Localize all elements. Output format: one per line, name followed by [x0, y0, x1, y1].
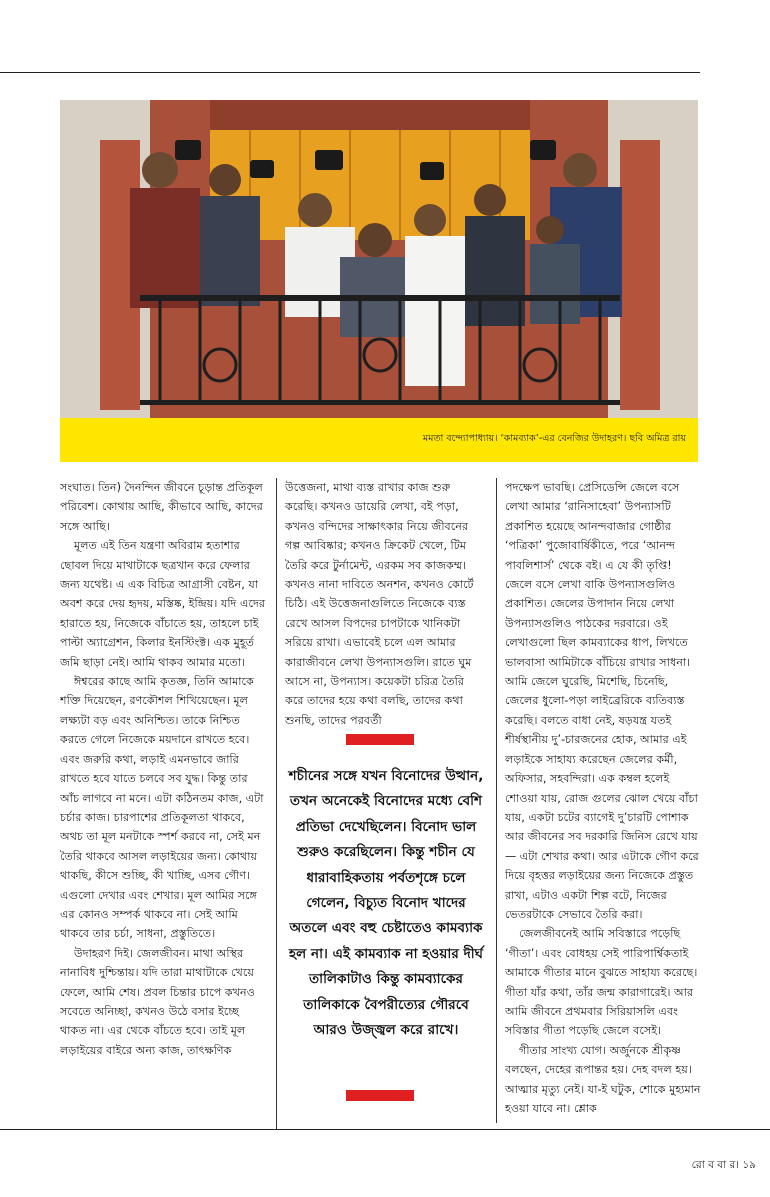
page-folio: রো ব বা র। ১৯ [691, 1159, 756, 1171]
article-column-2 [285, 478, 485, 744]
article-column-1 [60, 478, 268, 1123]
column-divider [496, 478, 497, 1123]
paragraph: জেলজীবনেই আমি সবিস্তারে পড়েছি ‘গীতা’। এবং বোধহয় সেই পারিপার্শ্বিকতাই আমাকে গীতার মানে বুঝতে সাহায্য করেছে। গীতা যাঁর কথা, তাঁর জন্ম কারাগারেই। আর আমি জীবনে প্রথমবার সিরিয়াসলি এবং সবিস্তার গীতা পড়েছি জেলে বসেই। [505, 927, 698, 1038]
bottom-rule [0, 1129, 770, 1130]
pull-quote-red-bar-bottom [346, 1090, 414, 1101]
pull-quote-text: শচীনের সঙ্গে যখন বিনোদের উত্থান, তখন অনেকেই বিনোদের মধ্যে বেশি প্রতিভা দেখেছিলেন। বিনোদ ভাল শুরুও করেছিলেন। কিন্তু শচীন যে ধারাবাহিকতায় পর্বতশৃঙ্গে চলে গেলেন, বিচ্যুত বিনোদ খাদের অতলে এবং বহু চেষ্টাতেও কামব্যাক হল না। এই কামব্যাক না হওয়ার দীর্ঘ তালিকাটাও কিন্তু কামব্যাকের তালিকাকে বৈপরীত্যের গৌরবে আরও উজ্জ্বল করে রাখে। [288, 768, 484, 1039]
paragraph: গীতার সাংখ্য যোগ। অর্জুনকে শ্রীকৃষ্ণ বলছেন, দেহের রূপান্তর হয়। দেহ বদল হয়। আত্মার মৃত্যু নেই। যা-ই ঘটুক, শোকে মুহ্যমান হওয়া যাবে না। শ্লোক [505, 1043, 701, 1115]
column-divider [276, 478, 277, 734]
paragraph: উদাহরণ দিই। জেলজীবন। মাথা অস্থির নানাবিধ দুশ্চিন্তায়। যদি তারা মাথাটাকে খেয়ে ফেলে, আমি শেষ। প্রবল চিন্তার চাপে কখনও সবেতে অনিচ্ছা, কখনও উঠে বসার ইচ্ছে থাকত না। এর থেকে বাঁচতে হবে। তাই মূল লড়াইয়ের বাইরে অন্য কাজ, তাৎক্ষণিক [60, 946, 255, 1057]
pull-quote-red-bar-top [346, 734, 414, 745]
photo-caption: মমতা বন্দ্যোপাধ্যায়। ‘কামব্যাক’-এর বেনজির উদাহরণ। ছবি অমিত্র রায় [422, 433, 686, 444]
article-column-3 [505, 478, 701, 1123]
paragraph: মূলত এই তিন যন্ত্রণা অবিরাম হতাশার ছোবল দিয়ে মাথাটাকে ছত্রখান করে ফেলার জন্য যথেষ্ট। এ এক বিচিত্র আগ্রাসী বেষ্টন, যা অবশ করে দেয় হৃদয়, মস্তিষ্ক, ইন্দ্রিয়। যদি এদের হারাতে হয়, নিজেকে বাঁচাতে হয়, তাহলে চাই পাল্টা অ্যাগ্রেশন, কিলার ইনস্টিংক্ট। এক মুহূর্ত জমি ছাড়া নেই। আমি থাকব আমার মতো। [60, 539, 266, 669]
paragraph: ঈশ্বরের কাছে আমি কৃতজ্ঞ, তিনি আমাকে শক্তি দিয়েছেন, রণকৌশল শিখিয়েছেন। মূল লক্ষ্যটা বড় এবং অনিশ্চিত। তাকে নিশ্চিত করতে গেলে নিজেকে ময়দানে রাখতে হবে। এবং জরুরি কথা, লড়াই এমনভাবে জারি রাখতে হবে যাতে চলবে সব যুদ্ধ। কিন্তু তার আঁচ লাগবে না মনে। এটা কঠিনতম কাজ, এটা চর্চার কাজ। চারপাশের প্রতিকূলতা থাকবে, অথচ তা মূল মনটাকে স্পর্শ করবে না, সেই মন তৈরি থাকবে আসল লড়াইয়ের জন্য। কোথায় থাকছি, কীসে শুচ্ছি, কী খাচ্ছি, এসব গৌণ। এগুলো দেখার এবং শেখার। মূল আমির সঙ্গে এর কোনও সম্পর্ক থাকবে না। সেই আমি থাকবে তার চর্চা, সাধনা, প্রস্তুতিতে। [60, 675, 264, 941]
pull-quote-rule [276, 734, 277, 1129]
pull-quote-box [276, 734, 490, 1129]
paragraph: সংঘাত। তিন) দৈনন্দিন জীবনে চূড়ান্ত প্রতিকূল পরিবেশ। কোথায় আছি, কীভাবে আছি, কাদের সঙ্গে আছি। [60, 481, 263, 533]
photo-caption-bar [60, 418, 698, 462]
top-rule [0, 72, 700, 73]
news-photo-balcony [60, 100, 698, 418]
paragraph: উত্তেজনা, মাথা ব্যস্ত রাখার কাজ শুরু করেছি। কখনও ডায়েরি লেখা, বই পড়া, কখনও বন্দিদের সাক্ষাৎকার নিয়ে জীবনের গল্প আবিষ্কার; কখনও ক্রিকেট খেলে, টিম তৈরি করে টুর্নামেন্ট, এরকম সব কাজকম্ম। কখনও নানা দাবিতে অনশন, কখনও কোর্টে চিঠি। এই উত্তেজনাগুলিতে নিজেকে ব্যস্ত রেখে আসল বিপদের চাপটাকে খানিকটা সরিয়ে রাখা। এভাবেই চলে এল আমার কারাজীবনে লেখা উপন্যাসগুলি। রাতে ঘুম আসে না, উপন্যাস। কয়েকটা চরিত্র তৈরি করে তাদের হয়ে কথা বলছি, তাদের কথা শুনছি, তাদের পরবর্তী [285, 481, 474, 727]
photo-illustration [60, 100, 698, 418]
paragraph: পদক্ষেপ ভাবছি। প্রেসিডেন্সি জেলে বসে লেখা আমার ‘রানিসাহেবা’ উপন্যাসটি প্রকাশিত হয়েছে আনন্দবাজার গোষ্ঠীর ‘পত্রিকা’ পুজোবার্ষিকীতে, পরে ‘আনন্দ পাবলিশার্স’ থেকে বই। এ যে কী তৃপ্তি! জেলে বসে লেখা বাকি উপন্যাসগুলিও প্রকাশিত। জেলের উপাদান নিয়ে লেখা উপন্যাসগুলিও পাঠকের দরবারে। ওই লেখাগুলো ছিল কামব্যাকের ধাপ, লিখতে ভালবাসা আমিটাকে বাঁচিয়ে রাখার সাধনা। আমি জেলে ঘুরেছি, মিশেছি, চিনেছি, জেলের ধুলো-পড়া লাইব্রেরিকে ব্যতিব্যস্ত করেছি। বলতে বাধা নেই, ষড়যন্ত্র যতই শীর্ষস্থানীয় দু’-চারজনের হোক, আমার এই লড়াইকে সাহায্য করেছেন জেলের কর্মী, অফিসার, সহবন্দিরা। এক কম্বল হলেই শোওয়া যায়, রোজ গুলের ঝোল খেয়ে বাঁচা যায়, একটা চটের ব্যাগেই দু’চারটি পোশাক আর জীবনের সব দরকারি জিনিস রেখে যায়— এটা শেখার কথা। আর এটাকে গৌণ করে দিয়ে বৃহত্তর লড়াইয়ের জন্য নিজেকে প্রস্তুত রাখা, এটাও একটা শিল্প বটে, নিজের ভেতরটাকে সেভাবে তৈরি করা। [505, 481, 699, 921]
